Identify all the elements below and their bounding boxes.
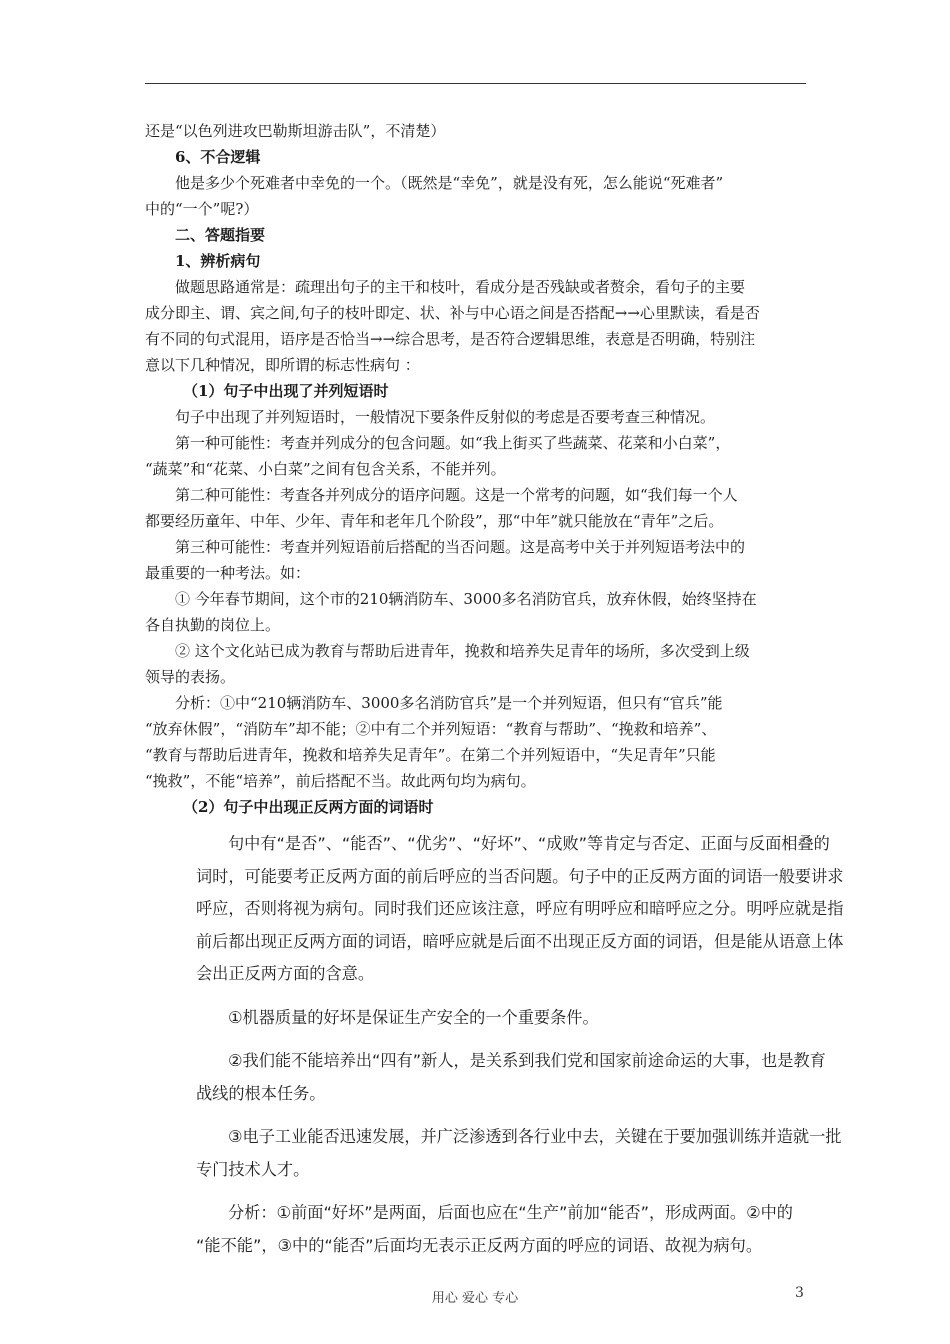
scanned-analysis: “能不能”，③中的“能否”后面均无表示正反两方面的呼应的词语、故视为病句。: [196, 1235, 763, 1255]
scanned-example: ③电子工业能否迅速发展，并广泛渗透到各行业中去，关键在于要加强训练并造就一批: [228, 1127, 842, 1146]
subsection-heading: （1）句子中出现了并列短语时: [183, 382, 389, 400]
scanned-example: 战线的根本任务。: [196, 1083, 326, 1103]
header-rule: [145, 83, 806, 84]
footer-text: 用心 爱心 专心: [431, 1291, 519, 1306]
text-line: 成分即主、谓、宾之间,句子的枝叶即定、状、补与中心语之间是否搭配→→心里默读，看是否: [145, 304, 760, 322]
document-body: [145, 118, 810, 820]
analysis-line: “挽救”，不能“培养”，前后搭配不当。故此两句均为病句。: [145, 772, 536, 790]
page-number: 3: [795, 1285, 804, 1301]
analysis-line: 分析：①中“210辆消防车、3000多名消防官兵”是一个并列短语，但只有“官兵”能: [175, 694, 723, 712]
text-line: 做题思路通常是：疏理出句子的主干和枝叶，看成分是否残缺或者赘余，看句子的主要: [175, 278, 746, 296]
analysis-line: “放弃休假”，“消防车”却不能；②中有二个并列短语：“教育与帮助”、“挽救和培养”、: [145, 720, 717, 738]
subsection-heading: （2）句子中出现正反两方面的词语时: [183, 798, 434, 816]
text-line: 有不同的句式混用，语序是否恰当→→综合思考，是否符合逻辑思维，表意是否明确，特别注: [145, 330, 756, 348]
example-line: ② 这个文化站已成为教育与帮助后进青年，挽救和培养失足青年的场所，多次受到上级: [175, 642, 750, 660]
scanned-line: 句中有“是否”、“能否”、“优劣”、“好坏”、“成败”等肯定与否定、正面与反面相叠的: [228, 834, 830, 853]
scanned-text-block: [196, 828, 864, 1262]
example-line: ① 今年春节期间，这个市的210辆消防车、3000多名消防官兵，放弃休假，始终坚持在: [175, 590, 757, 608]
text-line: 中的“一个”呢?）: [145, 200, 259, 218]
text-line: 意以下几种情况，即所谓的标志性病句 ：: [145, 356, 420, 374]
scanned-example: 专门技术人才。: [196, 1159, 310, 1179]
text-line: 最重要的一种考法。如：: [145, 564, 311, 582]
example-line: 各自执勤的岗位上。: [145, 616, 281, 634]
text-line: 第一种可能性：考查并列成分的包含问题。如“我上街买了些蔬菜、花菜和小白菜”，: [175, 434, 731, 452]
text-line: 都要经历童年、中年、少年、青年和老年几个阶段”，那“中年”就只能放在“青年”之后。: [145, 512, 724, 530]
text-line: “蔬菜”和“花菜、小白菜”之间有包含关系，不能并列。: [145, 460, 506, 478]
scanned-example: ①机器质量的好坏是保证生产安全的一个重要条件。: [228, 1007, 599, 1027]
scanned-analysis: 分析：①前面“好坏”是两面，后面也应在“生产”前加“能否”，形成两面。②中的: [228, 1203, 793, 1222]
scanned-line: 词时，可能要考正反两方面的前后呼应的当否问题。句子中的正反两方面的词语一般要讲求: [196, 866, 844, 886]
text-line: 他是多少个死难者中幸免的一个。（既然是“幸免”，就是没有死，怎么能说“死难者”: [175, 174, 724, 192]
text-line: 第二种可能性：考查各并列成分的语序问题。这是一个常考的问题，如“我们每一个人: [175, 486, 738, 504]
section-heading: 1、辨析病句: [175, 252, 261, 270]
text-line: 还是“以色列进攻巴勒斯坦游击队”，不清楚）: [145, 122, 446, 140]
analysis-line: “教育与帮助后进青年，挽救和培养失足青年”。在第二个并列短语中，“失足青年”只能: [145, 746, 716, 764]
scanned-example: ②我们能不能培养出“四有”新人，是关系到我们党和国家前途命运的大事，也是教育: [228, 1051, 826, 1070]
scanned-line: 呼应，否则将视为病句。同时我们还应该注意，呼应有明呼应和暗呼应之分。明呼应就是指: [196, 899, 844, 918]
section-heading: 二、答题指要: [175, 226, 266, 244]
scanned-line: 前后都出现正反两方面的词语，暗呼应就是后面不出现正反方面的词语，但是能从语意上体: [196, 931, 844, 951]
section-heading: 6、不合逻辑: [175, 148, 261, 166]
text-line: 句子中出现了并列短语时，一般情况下要条件反射似的考虑是否要考查三种情况。: [175, 408, 716, 426]
scanned-line: 会出正反两方面的含意。: [196, 964, 375, 983]
example-line: 领导的表扬。: [145, 668, 236, 686]
text-line: 第三种可能性：考查并列短语前后搭配的当否问题。这是高考中关于并列短语考法中的: [175, 538, 746, 556]
